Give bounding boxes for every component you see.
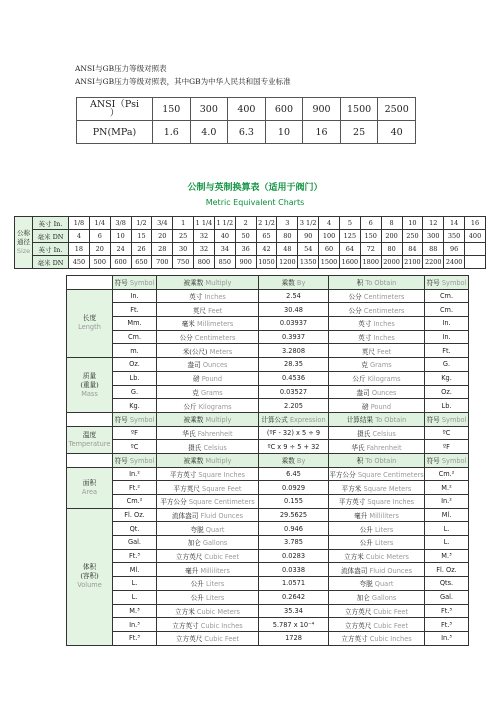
size-cell: 250 (402, 230, 423, 243)
symbol-cell: m. (113, 344, 157, 358)
size-cell: 1050 (256, 256, 277, 269)
symbol-cell: Lb. (113, 371, 157, 385)
size-cell: 850 (214, 256, 235, 269)
obtain-cell: 流体盎司 Fluid Ounces (329, 563, 425, 577)
size-row (15, 230, 486, 243)
size-cell: 800 (194, 256, 215, 269)
length-row (67, 344, 469, 358)
size-cell: 25 (173, 230, 194, 243)
symbol2-header: 符号 Symbol (425, 453, 469, 467)
obtain-cell: 摄氏 Celsius (329, 426, 425, 440)
pn-row (77, 121, 416, 144)
symbol2-cell: Cm. (425, 303, 469, 317)
size-cell: 60 (319, 243, 340, 256)
ansi-cell: 300 (190, 98, 228, 121)
symbol2-cell: Lb. (425, 399, 469, 413)
size-row (15, 256, 486, 269)
size-cell: 1800 (360, 256, 381, 269)
size-cell: 2 1/2 (256, 217, 277, 230)
volume-row (67, 549, 469, 563)
pn-cell: 4.0 (190, 121, 228, 144)
multiply-cell: 立方英尺 Cubic Feet (157, 631, 259, 645)
size-cell: 24 (110, 243, 131, 256)
conversion-table (66, 275, 469, 646)
ansi-gb-table (76, 97, 416, 144)
multiply-cell: 平方英尺 Square Feet (157, 481, 259, 495)
size-cell: 600 (110, 256, 131, 269)
obtain-cell: 公升 Liters (329, 536, 425, 550)
multiply-cell: 立方英寸 Cubic Inches (157, 618, 259, 632)
size-cell: 72 (360, 243, 381, 256)
size-unit-label: 毫米 DN (33, 256, 69, 269)
symbol2-cell: Qts. (425, 577, 469, 591)
size-cell: 1600 (339, 256, 360, 269)
symbol2-cell: Kg. (425, 371, 469, 385)
multiply-cell: 磅 Pound (157, 371, 259, 385)
by-cell: 35.34 (259, 604, 329, 618)
obtain-cell: 立方米 Cubic Meters (329, 549, 425, 563)
multiply-cell: 英寸 Inches (157, 289, 259, 303)
obtain-cell: 英寸 Inches (329, 330, 425, 344)
volume-label: 体积 (容积) Volume (67, 508, 113, 645)
obtain-cell: 英尺 Feet (329, 344, 425, 358)
by-cell: 5.787 x 10⁻⁴ (259, 618, 329, 632)
by-cell: 0.0283 (259, 549, 329, 563)
by-cell: 28.35 (259, 358, 329, 372)
volume-row (67, 618, 469, 632)
obtain-cell: 立方英尺 Cubic Feet (329, 604, 425, 618)
obtain-cell: 公斤 Kilograms (329, 371, 425, 385)
symbol2-cell: L. (425, 522, 469, 536)
by-cell: 30.48 (259, 303, 329, 317)
volume-row (67, 522, 469, 536)
multiply-cell: 加仑 Gallons (157, 536, 259, 550)
size-cell: 36 (235, 243, 256, 256)
by-cell: 6.45 (259, 467, 329, 481)
size-cell: 4 (319, 217, 340, 230)
pn-cell: 25 (340, 121, 378, 144)
conversion-header-row (67, 412, 469, 426)
area-label: 面积 Area (67, 467, 113, 508)
size-cell: 3/4 (152, 217, 173, 230)
symbol-cell: Ml. (113, 563, 157, 577)
size-cell: 18 (69, 243, 90, 256)
size-cell: 1200 (277, 256, 298, 269)
symbol-cell: In.² (113, 467, 157, 481)
volume-row (67, 563, 469, 577)
multiply-header: 被乘数 Multiply (157, 412, 259, 426)
size-cell: 1 (173, 217, 194, 230)
intro-line-2: ANSI与GB压力等级对照表，其中GB为中华人民共和国专业标准 (75, 77, 291, 86)
obtain-header: 计算结果 To Obtain (329, 412, 425, 426)
size-cell: 80 (381, 243, 402, 256)
length-row (67, 303, 469, 317)
obtain-cell: 夸脱 Quart (329, 577, 425, 591)
mass-label: 质量 (重量) Mass (67, 358, 113, 413)
symbol-cell: Oz. (113, 358, 157, 372)
mass-row (67, 371, 469, 385)
by-cell: ºC x 9 ÷ 5 + 32 (259, 440, 329, 454)
size-cell: 34 (214, 243, 235, 256)
size-cell: 10 (110, 230, 131, 243)
length-label: 长度 Length (67, 289, 113, 357)
symbol-cell: Qt. (113, 522, 157, 536)
symbol-cell: G. (113, 385, 157, 399)
size-cell: 64 (339, 243, 360, 256)
symbol-header: 符号 Symbol (113, 412, 157, 426)
by-cell: 3.2808 (259, 344, 329, 358)
by-cell: 2.54 (259, 289, 329, 303)
size-row (15, 217, 486, 230)
by-cell: 0.03527 (259, 385, 329, 399)
symbol2-cell: M.² (425, 481, 469, 495)
multiply-cell: 米(公尺) Meters (157, 344, 259, 358)
multiply-cell: 克 Grams (157, 385, 259, 399)
size-cell: 6 (89, 230, 110, 243)
symbol-cell: ºF (113, 426, 157, 440)
symbol2-cell: G. (425, 358, 469, 372)
symbol2-cell: ºF (425, 440, 469, 454)
symbol2-cell: Ft.³ (425, 604, 469, 618)
symbol2-cell: In.² (425, 495, 469, 509)
obtain-cell: 平方米 Square Meters (329, 481, 425, 495)
symbol2-cell: Fl. Oz. (425, 563, 469, 577)
symbol2-cell: Ft. (425, 344, 469, 358)
obtain-header: 积 To Obtain (329, 276, 425, 290)
size-cell: 48 (277, 243, 298, 256)
size-cell: 1 1/4 (194, 217, 215, 230)
pn-label: PN(MPa) (77, 121, 153, 144)
temperature-label: 温度 Temperature (67, 426, 113, 453)
conversion-header-row (67, 276, 469, 290)
symbol-header: 符号 Symbol (113, 276, 157, 290)
size-cell: 400 (465, 230, 486, 243)
volume-row (67, 508, 469, 522)
group-cell-blank (67, 453, 113, 467)
area-row (67, 495, 469, 509)
size-unit-label: 英寸 In. (33, 243, 69, 256)
by-cell: (ºF - 32) x 5 ÷ 9 (259, 426, 329, 440)
by-cell: 0.155 (259, 495, 329, 509)
size-cell: 200 (381, 230, 402, 243)
mass-row (67, 385, 469, 399)
volume-row (67, 536, 469, 550)
symbol2-cell: ºC (425, 426, 469, 440)
symbol2-cell: Oz. (425, 385, 469, 399)
size-cell: 900 (235, 256, 256, 269)
size-cell: 65 (256, 230, 277, 243)
symbol-cell: Cm.² (113, 495, 157, 509)
size-cell: 8 (381, 217, 402, 230)
obtain-cell: 毫升 Milliliters (329, 508, 425, 522)
multiply-cell: 华氏 Fahrenheit (157, 426, 259, 440)
length-row (67, 317, 469, 331)
ansi-label: ANSI（Psi ） (77, 98, 153, 121)
area-row (67, 467, 469, 481)
volume-row (67, 631, 469, 645)
size-cell: 84 (402, 243, 423, 256)
size-cell: 650 (131, 256, 152, 269)
size-cell: 1/8 (69, 217, 90, 230)
symbol2-cell: Cm. (425, 289, 469, 303)
by-header: 乘数 By (259, 276, 329, 290)
symbol-cell: Ft.³ (113, 549, 157, 563)
area-row (67, 481, 469, 495)
title-cn: 公制与英制换算表（适用于阀门） (187, 183, 323, 193)
temperature-row (67, 426, 469, 440)
size-cell: 1 1/2 (214, 217, 235, 230)
by-cell: 29.5625 (259, 508, 329, 522)
size-cell: 500 (89, 256, 110, 269)
symbol2-cell: In. (425, 317, 469, 331)
size-cell: 20 (152, 230, 173, 243)
symbol2-cell: Ft.³ (425, 618, 469, 632)
size-cell: 2400 (444, 256, 465, 269)
symbol2-cell: L. (425, 536, 469, 550)
symbol-cell: In.³ (113, 618, 157, 632)
size-cell: 750 (173, 256, 194, 269)
obtain-cell: 公分 Centimeters (329, 303, 425, 317)
by-cell: 0.2642 (259, 590, 329, 604)
symbol-cell: Gal. (113, 536, 157, 550)
multiply-cell: 盎司 Ounces (157, 358, 259, 372)
symbol2-header: 符号 Symbol (425, 412, 469, 426)
size-cell: 42 (256, 243, 277, 256)
size-cell: 26 (131, 243, 152, 256)
symbol-cell: Mm. (113, 317, 157, 331)
ansi-cell: 900 (303, 98, 341, 121)
size-cell: 4 (69, 230, 90, 243)
size-cell: 1/2 (131, 217, 152, 230)
size-cell: 1350 (298, 256, 319, 269)
volume-row (67, 590, 469, 604)
intro-line-1: ANSI与GB压力等级对照表 (75, 64, 167, 73)
obtain-cell: 英寸 Inches (329, 317, 425, 331)
intro-text (75, 62, 291, 88)
by-cell: 3.785 (259, 536, 329, 550)
ansi-cell: 1500 (340, 98, 378, 121)
group-cell-blank (67, 276, 113, 290)
by-cell: 2.205 (259, 399, 329, 413)
by-cell: 0.03937 (259, 317, 329, 331)
size-cell: 80 (277, 230, 298, 243)
size-cell: 6 (360, 217, 381, 230)
obtain-cell: 盎司 Ounces (329, 385, 425, 399)
size-cell: 32 (194, 230, 215, 243)
conversion-header-row (67, 453, 469, 467)
pn-cell: 10 (265, 121, 303, 144)
multiply-header: 被乘数 Multiply (157, 276, 259, 290)
ansi-cell: 400 (228, 98, 266, 121)
symbol-cell: Ft.³ (113, 631, 157, 645)
size-unit-label: 英寸 In. (33, 217, 69, 230)
by-cell: 1728 (259, 631, 329, 645)
size-cell: 2100 (402, 256, 423, 269)
by-cell: 0.0929 (259, 481, 329, 495)
size-cell: 3 1/2 (298, 217, 319, 230)
size-cell: 1/4 (89, 217, 110, 230)
symbol2-cell: Ml. (425, 508, 469, 522)
multiply-cell: 立方英尺 Cubic Feet (157, 549, 259, 563)
size-cell: 50 (235, 230, 256, 243)
mass-row (67, 358, 469, 372)
by-header: 乘数 By (259, 453, 329, 467)
by-cell: 0.946 (259, 522, 329, 536)
symbol2-cell: In. (425, 330, 469, 344)
symbol2-cell: Gal. (425, 590, 469, 604)
size-cell (465, 256, 486, 269)
size-cell: 96 (444, 243, 465, 256)
size-cell: 3/8 (110, 217, 131, 230)
ansi-cell: 2500 (378, 98, 416, 121)
mass-row (67, 399, 469, 413)
size-group-label: 公称 通径 Size (15, 217, 33, 269)
multiply-cell: 平方英寸 Square Inches (157, 467, 259, 481)
size-cell: 3 (277, 217, 298, 230)
by-cell: 0.3937 (259, 330, 329, 344)
multiply-cell: 摄氏 Celsius (157, 440, 259, 454)
size-unit-label: 毫米 DN (33, 230, 69, 243)
symbol2-cell: In.³ (425, 631, 469, 645)
title-en: Metric Equivalent Charts (205, 198, 305, 207)
obtain-cell: 立方英寸 Cubic Inches (329, 631, 425, 645)
obtain-cell: 立方英尺 Cubic Feet (329, 618, 425, 632)
symbol-header: 符号 Symbol (113, 453, 157, 467)
size-cell: 32 (194, 243, 215, 256)
obtain-cell: 华氏 Fahrenheit (329, 440, 425, 454)
size-cell: 90 (298, 230, 319, 243)
size-cell: 300 (423, 230, 444, 243)
pn-cell: 40 (378, 121, 416, 144)
symbol-cell: Ft.² (113, 481, 157, 495)
temperature-row (67, 440, 469, 454)
size-cell: 15 (131, 230, 152, 243)
symbol-cell: Kg. (113, 399, 157, 413)
multiply-cell: 夸脱 Quart (157, 522, 259, 536)
group-cell-blank (67, 412, 113, 426)
size-cell: 10 (402, 217, 423, 230)
pn-cell: 16 (303, 121, 341, 144)
length-row (67, 330, 469, 344)
volume-row (67, 577, 469, 591)
obtain-cell: 平方公分 Square Centimeters (329, 467, 425, 481)
size-cell: 16 (465, 217, 486, 230)
multiply-cell: 流体盎司 Fluid Ounces (157, 508, 259, 522)
metric-chart-title (140, 180, 370, 207)
size-cell: 450 (69, 256, 90, 269)
multiply-header: 被乘数 Multiply (157, 453, 259, 467)
length-row (67, 289, 469, 303)
symbol-cell: ºC (113, 440, 157, 454)
obtain-cell: 公分 Centimeters (329, 289, 425, 303)
multiply-cell: 平方公分 Square Centimeters (157, 495, 259, 509)
size-cell: 150 (360, 230, 381, 243)
size-cell: 5 (339, 217, 360, 230)
size-cell: 20 (89, 243, 110, 256)
size-cell: 12 (423, 217, 444, 230)
symbol-cell: Cm. (113, 330, 157, 344)
multiply-cell: 公升 Liters (157, 577, 259, 591)
size-cell: 700 (152, 256, 173, 269)
size-cell (465, 243, 486, 256)
size-cell: 1500 (319, 256, 340, 269)
obtain-cell: 公升 Liters (329, 522, 425, 536)
size-cell: 100 (319, 230, 340, 243)
ansi-cell: 600 (265, 98, 303, 121)
size-cell: 2000 (381, 256, 402, 269)
multiply-cell: 毫米 Millimeters (157, 317, 259, 331)
size-cell: 350 (444, 230, 465, 243)
multiply-cell: 公斤 Kilograms (157, 399, 259, 413)
symbol-cell: M.³ (113, 604, 157, 618)
obtain-header: 积 To Obtain (329, 453, 425, 467)
multiply-cell: 公分 Centimeters (157, 330, 259, 344)
obtain-cell: 加仑 Gallons (329, 590, 425, 604)
size-cell: 30 (173, 243, 194, 256)
symbol2-cell: Cm.² (425, 467, 469, 481)
symbol-cell: In. (113, 289, 157, 303)
symbol-cell: Fl. Oz. (113, 508, 157, 522)
size-row (15, 243, 486, 256)
pn-cell: 1.6 (153, 121, 191, 144)
symbol-cell: L. (113, 590, 157, 604)
multiply-cell: 毫升 Milliliters (157, 563, 259, 577)
by-cell: 0.0338 (259, 563, 329, 577)
obtain-cell: 磅 Pound (329, 399, 425, 413)
multiply-cell: 英尺 Feet (157, 303, 259, 317)
symbol2-cell: M.³ (425, 549, 469, 563)
size-cell: 125 (339, 230, 360, 243)
volume-row (67, 604, 469, 618)
obtain-cell: 克 Grams (329, 358, 425, 372)
size-cell: 2 (235, 217, 256, 230)
symbol-cell: L. (113, 577, 157, 591)
obtain-cell: 平方英寸 Square Inches (329, 495, 425, 509)
by-cell: 1.0571 (259, 577, 329, 591)
ansi-row (77, 98, 416, 121)
ansi-cell: 150 (153, 98, 191, 121)
size-cell: 2200 (423, 256, 444, 269)
size-cell: 88 (423, 243, 444, 256)
symbol-cell: Ft. (113, 303, 157, 317)
by-header: 计算公式 Expression (259, 412, 329, 426)
symbol2-header: 符号 Symbol (425, 276, 469, 290)
size-cell: 28 (152, 243, 173, 256)
size-cell: 40 (214, 230, 235, 243)
size-cell: 54 (298, 243, 319, 256)
size-table (14, 216, 486, 269)
multiply-cell: 立方米 Cubic Meters (157, 604, 259, 618)
size-cell: 14 (444, 217, 465, 230)
multiply-cell: 公升 Liters (157, 590, 259, 604)
pn-cell: 6.3 (228, 121, 266, 144)
by-cell: 0.4536 (259, 371, 329, 385)
